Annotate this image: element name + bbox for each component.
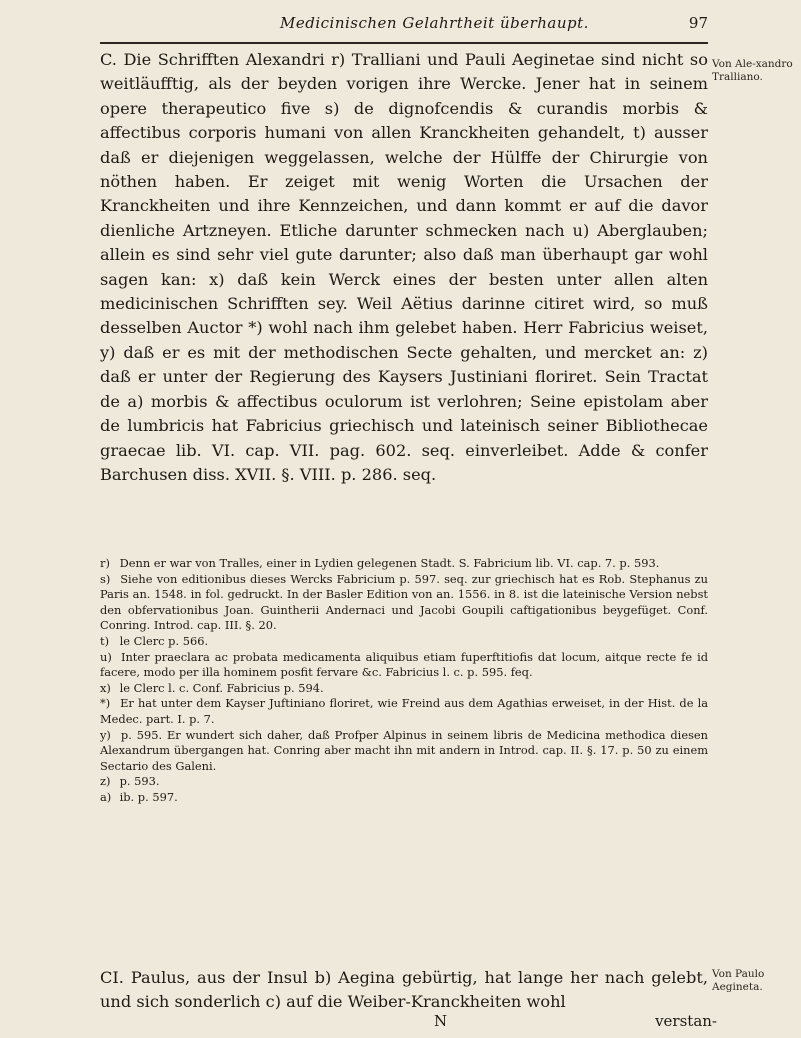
footnote-mark: t)	[100, 633, 110, 648]
footnote-text: Inter praeclara ac probata medicamenta aliquibus etiam fuperftitiofis dat locum, aitque recte fe id facere, modo per illa hominem posfit fervare &c. Fabricius l. c. p. 595. feq.	[100, 649, 708, 680]
footnote-text: p. 595. Er wundert sich daher, daß Profper Alpinus in seinem libris de Medicina methodica diesen Alexandrum übergangen hat. Conring aber macht ihn mit andern in Introd. cap. II. §. 17. p. 50 zu einem Sectario des Galeni.	[100, 727, 708, 773]
signature-mark: N	[434, 1012, 448, 1030]
footnote-text: p. 593.	[119, 774, 160, 789]
footnote-text: le Clerc l. c. Conf. Fabricius p. 594.	[119, 680, 324, 695]
footnote-text: Denn er war von Tralles, einer in Lydien gelegenen Stadt. S. Fabricium lib. VI. cap. 7. p. 593.	[119, 556, 660, 570]
margin-note-tralliano: Von Ale-xandro Tralliano.	[712, 58, 793, 83]
footnote-text: Er hat unter dem Kayser Juftiniano floriret, wie Freind aus dem Agathias erweiset, in der Hist. de la Medec. part. I. p. 7.	[100, 696, 709, 726]
margin-note-aegineta: Von Paulo Aegineta.	[712, 968, 765, 993]
footnote-u	[100, 650, 708, 681]
footnote-z	[100, 774, 708, 790]
footnote-mark: x)	[100, 680, 111, 695]
footnote-star	[100, 696, 708, 727]
main-text	[100, 48, 708, 487]
footnote-r	[100, 556, 708, 572]
catchword: verstan-	[655, 1012, 717, 1030]
footnote-x	[100, 681, 708, 697]
footnotes	[100, 556, 708, 806]
footnote-mark: a)	[100, 789, 112, 804]
paragraph-ci: CI. Paulus, aus der Insul b) Aegina gebürtig, hat lange her nach gelebt, und sich sonderlich c) auf die Weiber-Kranckheiten wohl	[100, 968, 708, 1012]
footnote-mark: z)	[100, 774, 111, 789]
footnote-mark: r)	[100, 556, 110, 570]
footnote-text: Siehe von editionibus dieses Wercks Fabricium p. 597. seq. zur griechisch hat es Rob. Stephanus zu Paris an. 1548. in fol. gedruckt. In der Basler Edition von an. 1556. in 8. ist die lateinische Version nebst den obfervationibus Joan. Guintherii Andernaci und Jacobi Goupili caftigationibus beygefüget. Conf. Conring. Introd. cap. III. §. 20.	[100, 571, 708, 633]
footnote-s	[100, 572, 708, 634]
footnote-mark: y)	[100, 727, 111, 742]
footnote-y	[100, 728, 708, 775]
footnote-text: ib. p. 597.	[119, 789, 178, 804]
paragraph-ci-block	[100, 966, 708, 1015]
footnote-mark: s)	[100, 571, 111, 586]
footnote-mark: u)	[100, 649, 112, 664]
page-number: 97	[688, 14, 708, 32]
footnote-t	[100, 634, 708, 650]
footnote-a	[100, 790, 708, 806]
running-header	[100, 8, 708, 44]
footnote-text: le Clerc p. 566.	[119, 633, 209, 648]
footnote-mark: *)	[100, 696, 111, 711]
running-title: Medicinischen Gelahrtheit überhaupt.	[280, 14, 589, 32]
paragraph-c: C. Die Schrifften Alexandri r) Tralliani und Pauli Aeginetae sind nicht so weitläufftig, als der beyden vorigen ihre Wercke. Jener hat in seinem opere therapeutico five s) de dignofcendis & curandis morbis & affectibus corporis humani von allen Kranckheiten gehandelt, t) ausser daß er diejenigen weggelassen, welche der Hülffe der Chirurgie von nöthen haben. Er zeiget mit wenig Worten die Ursachen der Kranckheiten und ihre Kennzeichen, und dann kommt er auf die davor dienliche Artzneyen. Etliche darunter schmecken nach u) Aberglauben; allein es sind sehr viel gute darunter; also daß man überhaupt gar wohl sagen kan: x) daß kein Werck eines der besten unter allen alten medicinischen Schrifften sey. Weil Aëtius darinne citiret wird, so muß desselben Auctor *) wohl nach ihm gelebet haben. Herr Fabricius weiset, y) daß er es mit der methodischen Secte gehalten, und mercket an: z) daß er unter der Regierung des Kaysers Justiniani floriret. Sein Tractat de a) morbis & affectibus oculorum ist verlohren; Seine epistolam aber de lumbricis hat Fabricius griechisch und lateinisch seiner Bibliothecae graecae lib. VI. cap. VII. pag. 602. seq. einverleibet. Adde & confer Barchusen diss. XVII. §. VIII. p. 286. seq.	[100, 50, 708, 484]
